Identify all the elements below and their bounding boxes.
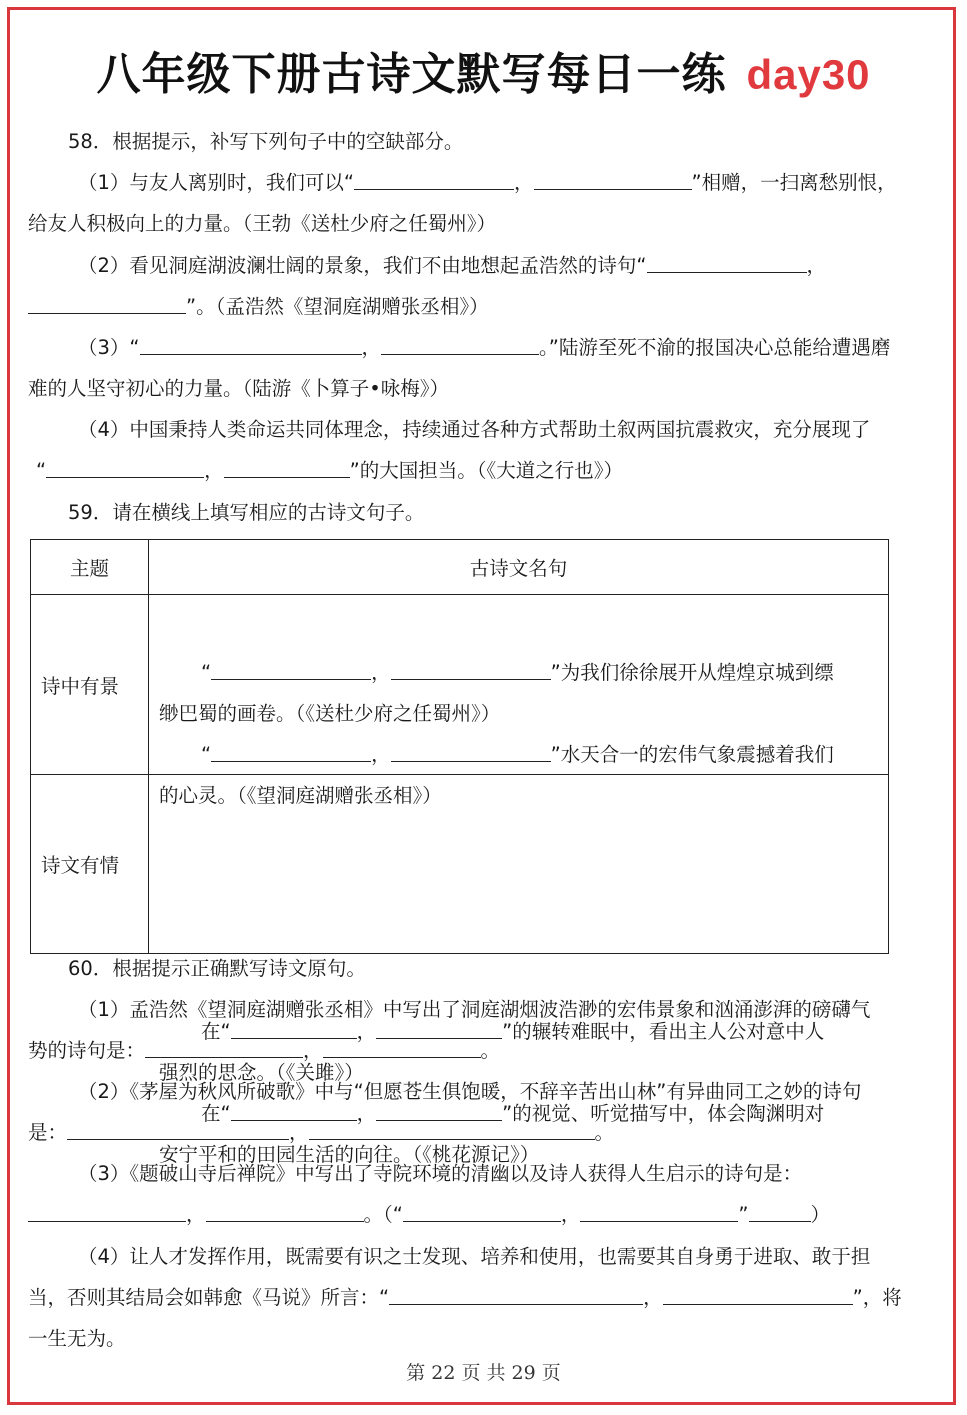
answer-blank[interactable] [391, 661, 551, 680]
row-quotes-emotion: 在“ ， ”的辗转难眠中，看出主人公对意中人 强烈的思念。（《关雎》） 在“ ， ”的视觉、听觉描写中，体会陶渊明对 安宁平和的田园生活的向往。（《桃花源记》） [149, 775, 889, 954]
q59-heading: 59．请在横线上填写相应的古诗文句子。 [68, 501, 425, 524]
title-day: day30 [746, 51, 871, 98]
page-title [0, 38, 967, 102]
answer-blank[interactable] [663, 1286, 853, 1305]
q58-item4-line1: （4）中国秉持人类命运共同体理念，持续通过各种方式帮助土叙两国抗震救灾，充分展现了 [78, 418, 871, 441]
row-theme-scenery: 诗中有景 [31, 595, 149, 775]
q58-item3-line2: 难的人坚守初心的力量。（陆游《卜算子•咏梅》） [28, 377, 450, 400]
column-header-quotes: 古诗文名句 [149, 540, 889, 595]
q60-item3-line1: （3）《题破山寺后禅院》中写出了寺院环境的清幽以及诗人获得人生启示的诗句是： [78, 1162, 803, 1185]
q58-item3-line1: （3）“ ， 。”陆游至死不渝的报国决心总能给遭遇磨 [78, 336, 891, 359]
table-header-row [31, 540, 889, 595]
answer-blank[interactable] [403, 1203, 561, 1222]
table-row [31, 775, 889, 954]
answer-blank[interactable] [580, 1203, 738, 1222]
answer-blank[interactable] [749, 1203, 811, 1222]
answer-blank[interactable] [309, 1121, 595, 1140]
q60-item2-line2: 是： ， 。 [28, 1121, 615, 1144]
q60-item1-line2: 势的诗句是： ， 。 [28, 1039, 501, 1062]
q60-item2-line1: （2）《茅屋为秋风所破歌》中与“但愿苍生俱饱暖，不辞辛苦出山林”有异曲同工之妙的诗句 [78, 1080, 862, 1103]
q58-item4-line2: “ ， ”的大国担当。（《大道之行也》） [36, 459, 623, 482]
q58-item2-line1: （2）看见洞庭湖波澜壮阔的景象，我们不由地想起孟浩然的诗句“ ， [78, 254, 827, 277]
answer-blank[interactable] [354, 171, 514, 190]
q60-heading: 60．根据提示正确默写诗文原句。 [68, 957, 366, 980]
answer-blank[interactable] [140, 336, 362, 355]
answer-blank[interactable] [145, 1039, 303, 1058]
answer-blank[interactable] [46, 459, 204, 478]
answer-blank[interactable] [389, 1286, 643, 1305]
answer-blank[interactable] [224, 459, 350, 478]
answer-blank[interactable] [211, 661, 371, 680]
q58-item2-line2: ”。（孟浩然《望洞庭湖赠张丞相》） [28, 294, 938, 320]
answer-blank[interactable] [391, 743, 551, 762]
q60-item4-line3: 一生无为。 [28, 1327, 126, 1350]
answer-blank[interactable] [28, 1203, 186, 1222]
q58-heading: 58．根据提示，补写下列句子中的空缺部分。 [68, 130, 464, 153]
q60-item1-line1: （1）孟浩然《望洞庭湖赠张丞相》中写出了洞庭湖烟波浩渺的宏伟景象和汹涌澎湃的磅礴气 [78, 998, 871, 1021]
page-footer: 第 22 页 共 29 页 [406, 1362, 561, 1384]
q58-item1-line1: （1）与友人离别时，我们可以“ ， ”相赠，一扫离愁别恨， [78, 171, 897, 194]
q58-item1-line2: 给友人积极向上的力量。（王勃《送杜少府之任蜀州》） [28, 212, 497, 235]
answer-blank[interactable] [28, 295, 186, 314]
answer-blank[interactable] [381, 336, 539, 355]
answer-blank[interactable] [211, 743, 371, 762]
q60-item3-line2: ， 。（“ ， ” ） [28, 1202, 938, 1228]
answer-blank[interactable] [647, 254, 807, 273]
answer-blank[interactable] [323, 1039, 481, 1058]
title-main: 八年级下册古诗文默写每日一练 [96, 49, 727, 100]
answer-blank[interactable] [206, 1203, 364, 1222]
answer-blank[interactable] [67, 1121, 289, 1140]
q60-item4-line2: 当，否则其结局会如韩愈《马说》所言：“ ， ”，将 [28, 1286, 902, 1309]
answer-blank[interactable] [534, 171, 692, 190]
table-row [31, 595, 889, 775]
column-header-theme: 主题 [31, 540, 149, 595]
row-theme-emotion: 诗文有情 [31, 775, 149, 954]
row-quotes-scenery: “ ， ”为我们徐徐展开从煌煌京城到缥 缈巴蜀的画卷。（《送杜少府之任蜀州》） “ ， ”水天合一的宏伟气象震撼着我们 的心灵。（《望洞庭湖赠张丞相》） [149, 595, 889, 775]
q60-item4-line1: （4）让人才发挥作用，既需要有识之士发现、培养和使用，也需要其自身勇于进取、敢于担 [78, 1245, 871, 1268]
